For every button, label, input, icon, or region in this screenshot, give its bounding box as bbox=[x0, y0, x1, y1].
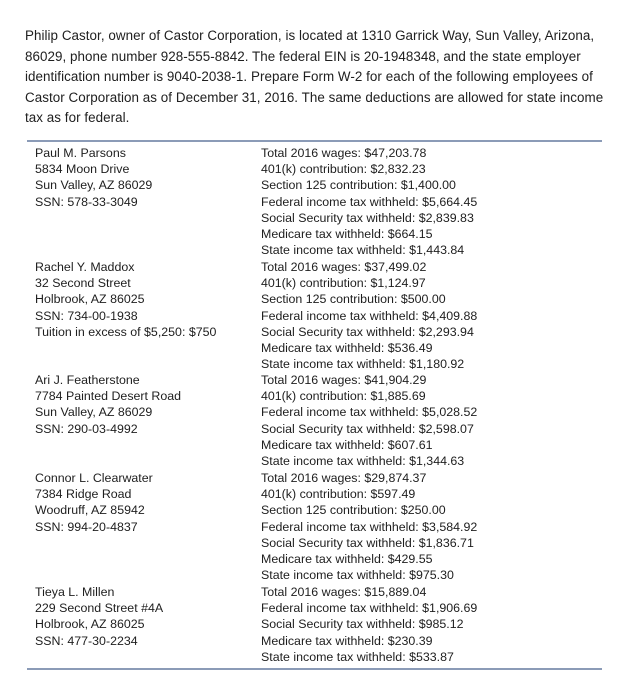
social-security-line: Social Security tax withheld: $2,293.94 bbox=[261, 324, 474, 339]
state-tax-line: State income tax withheld: $533.87 bbox=[261, 649, 454, 664]
federal-tax-line: Federal income tax withheld: $3,584.92 bbox=[261, 519, 478, 534]
401k-line: 401(k) contribution: $597.49 bbox=[261, 487, 416, 502]
employee-table bbox=[27, 140, 602, 670]
federal-tax-line: Federal income tax withheld: $5,664.45 bbox=[261, 194, 478, 209]
section125-line: Section 125 contribution: $500.00 bbox=[261, 292, 446, 307]
medicare-line: Medicare tax withheld: $664.15 bbox=[261, 227, 433, 242]
state-tax-line: State income tax withheld: $1,344.63 bbox=[261, 454, 465, 469]
social-security-line: Social Security tax withheld: $2,839.83 bbox=[261, 210, 474, 225]
employee-street: 32 Second Street bbox=[35, 276, 131, 291]
employee-ssn: SSN: 994-20-4837 bbox=[35, 519, 138, 534]
problem-statement bbox=[25, 26, 610, 129]
employee-ssn: SSN: 290-03-4992 bbox=[35, 421, 138, 436]
employee-city: Sun Valley, AZ 86029 bbox=[35, 405, 153, 420]
employee-ssn: SSN: 578-33-3049 bbox=[35, 194, 138, 209]
employee-name: Rachel Y. Maddox bbox=[35, 260, 135, 274]
federal-tax-line: Federal income tax withheld: $1,906.69 bbox=[261, 601, 478, 616]
social-security-line: Social Security tax withheld: $985.12 bbox=[261, 617, 464, 632]
state-tax-line: State income tax withheld: $1,180.92 bbox=[261, 357, 465, 372]
medicare-line: Medicare tax withheld: $536.49 bbox=[261, 341, 433, 356]
wages-line: Total 2016 wages: $29,874.37 bbox=[261, 471, 427, 485]
employee-ssn: SSN: 477-30-2234 bbox=[35, 633, 138, 648]
employee-street: 229 Second Street #4A bbox=[35, 601, 164, 616]
employee-info bbox=[35, 584, 255, 649]
employee-wage-details bbox=[261, 372, 601, 469]
employee-wage-details bbox=[261, 259, 601, 372]
employee-info bbox=[35, 372, 255, 437]
employee-ssn: SSN: 734-00-1938 bbox=[35, 308, 138, 323]
401k-line: 401(k) contribution: $1,885.69 bbox=[261, 389, 426, 404]
wages-line: Total 2016 wages: $37,499.02 bbox=[261, 260, 427, 274]
employee-wage-details bbox=[261, 470, 601, 583]
federal-tax-line: Federal income tax withheld: $5,028.52 bbox=[261, 405, 478, 420]
employee-name: Paul M. Parsons bbox=[35, 146, 126, 160]
401k-line: 401(k) contribution: $2,832.23 bbox=[261, 162, 426, 177]
state-tax-line: State income tax withheld: $975.30 bbox=[261, 568, 454, 583]
federal-tax-line: Federal income tax withheld: $4,409.88 bbox=[261, 308, 478, 323]
social-security-line: Social Security tax withheld: $1,836.71 bbox=[261, 535, 474, 550]
employee-city: Holbrook, AZ 86025 bbox=[35, 617, 145, 632]
employee-street: 7784 Painted Desert Road bbox=[35, 389, 182, 404]
employee-wage-details bbox=[261, 145, 601, 258]
employee-info bbox=[35, 145, 255, 210]
section125-line: Section 125 contribution: $1,400.00 bbox=[261, 178, 456, 193]
employee-info bbox=[35, 259, 255, 340]
employee-wage-details bbox=[261, 584, 601, 665]
wages-line: Total 2016 wages: $41,904.29 bbox=[261, 373, 427, 387]
employee-tuition: Tuition in excess of $5,250: $750 bbox=[35, 324, 217, 339]
employee-street: 5834 Moon Drive bbox=[35, 162, 130, 177]
employee-city: Holbrook, AZ 86025 bbox=[35, 292, 145, 307]
employee-city: Woodruff, AZ 85942 bbox=[35, 503, 145, 518]
employee-street: 7384 Ridge Road bbox=[35, 487, 132, 502]
medicare-line: Medicare tax withheld: $429.55 bbox=[261, 552, 433, 567]
employee-name: Tieya L. Millen bbox=[35, 585, 115, 599]
wages-line: Total 2016 wages: $47,203.78 bbox=[261, 146, 427, 160]
medicare-line: Medicare tax withheld: $230.39 bbox=[261, 633, 433, 648]
social-security-line: Social Security tax withheld: $2,598.07 bbox=[261, 421, 474, 436]
problem-text: Philip Castor, owner of Castor Corporation, is located at 1310 Garrick Way, Sun Valley, Arizona, 86029, phone number 928-555-8842. The federal EIN is 20-1948348, and the state employer identification number is 9040-2038-1. Prepare Form W-2 for each of the following employees of Castor Corporation as of December 31, 2016. The same deductions are allowed for state income tax as for federal. bbox=[25, 28, 604, 125]
section125-line: Section 125 contribution: $250.00 bbox=[261, 503, 446, 518]
state-tax-line: State income tax withheld: $1,443.84 bbox=[261, 243, 465, 258]
employee-city: Sun Valley, AZ 86029 bbox=[35, 178, 153, 193]
employee-name: Connor L. Clearwater bbox=[35, 471, 153, 485]
medicare-line: Medicare tax withheld: $607.61 bbox=[261, 437, 433, 452]
employee-info bbox=[35, 470, 255, 535]
wages-line: Total 2016 wages: $15,889.04 bbox=[261, 585, 427, 599]
401k-line: 401(k) contribution: $1,124.97 bbox=[261, 276, 426, 291]
employee-name: Ari J. Featherstone bbox=[35, 373, 140, 387]
